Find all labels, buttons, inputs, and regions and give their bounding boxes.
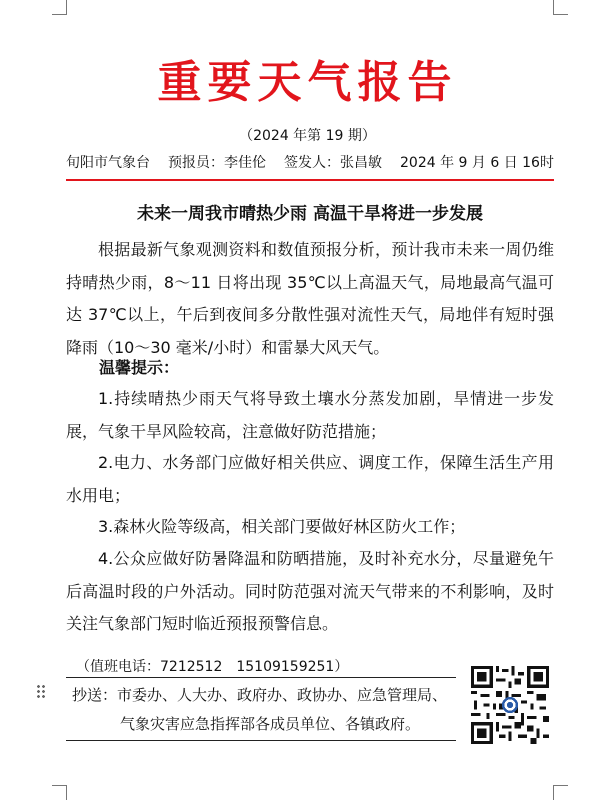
tip-item: 1.持续晴热少雨天气将导致土壤水分蒸发加剧，旱情进一步发展，气象干旱风险较高，注意做好防范措施； [66,389,554,441]
crop-mark-bottom-left [52,785,67,800]
intro-paragraph: 根据最新气象观测资料和数值预报分析，预计我市未来一周仍维持晴热少雨，8～11 日将出现 35℃以上高温天气，局地最高气温可达 37℃以上，午后到夜间多分散性强对流性天气，局地伴有短时强降雨（10～30 毫米/小时）和雷暴大风天气。 [66,240,554,357]
issue-number: （2024 年第 19 期） [239,128,376,144]
tip-item: 4.公众应做好防暑降温和防晒措施，及时补充水分，尽量避免午后高温时段的户外活动。同时防范强对流天气带来的不利影响，及时关注气象部门短时临近预报预警信息。 [66,549,554,633]
station-name: 旬阳市气象台 [66,155,150,171]
cc-top-rule [66,677,456,678]
signer: 签发人：张昌敏 [284,155,382,171]
issue-datetime: 2024 年 9 月 6 日 16时 [400,155,554,171]
red-divider [66,179,554,181]
tips-title: 温馨提示： [99,358,180,377]
cc-line-1: 抄送：市委办、人大办、政府办、政协办、应急管理局、 [72,686,448,704]
tip-item: 3.森林火险等级高，相关部门要做好林区防火工作； [98,517,466,536]
tip-item: 2.电力、水务部门应做好相关供应、调度工作，保障生活生产用水用电； [66,453,554,505]
crop-mark-top-right [553,0,568,15]
report-headline: 未来一周我市晴热少雨 高温干旱将进一步发展 [137,204,483,224]
cc-bottom-rule [66,740,456,741]
drag-handle-icon[interactable] [36,684,46,700]
report-title: 重要天气报告 [157,57,458,108]
report-meta [66,152,554,172]
duty-phone: （值班电话：7212512 15109159251） [76,659,349,675]
cc-line-2: 气象灾害应急指挥部各成员单位、各镇政府。 [120,715,421,733]
crop-mark-top-left [52,0,67,15]
forecaster: 预报员：李佳伦 [168,155,266,171]
crop-mark-bottom-right [553,785,568,800]
qr-code-image [471,666,549,744]
